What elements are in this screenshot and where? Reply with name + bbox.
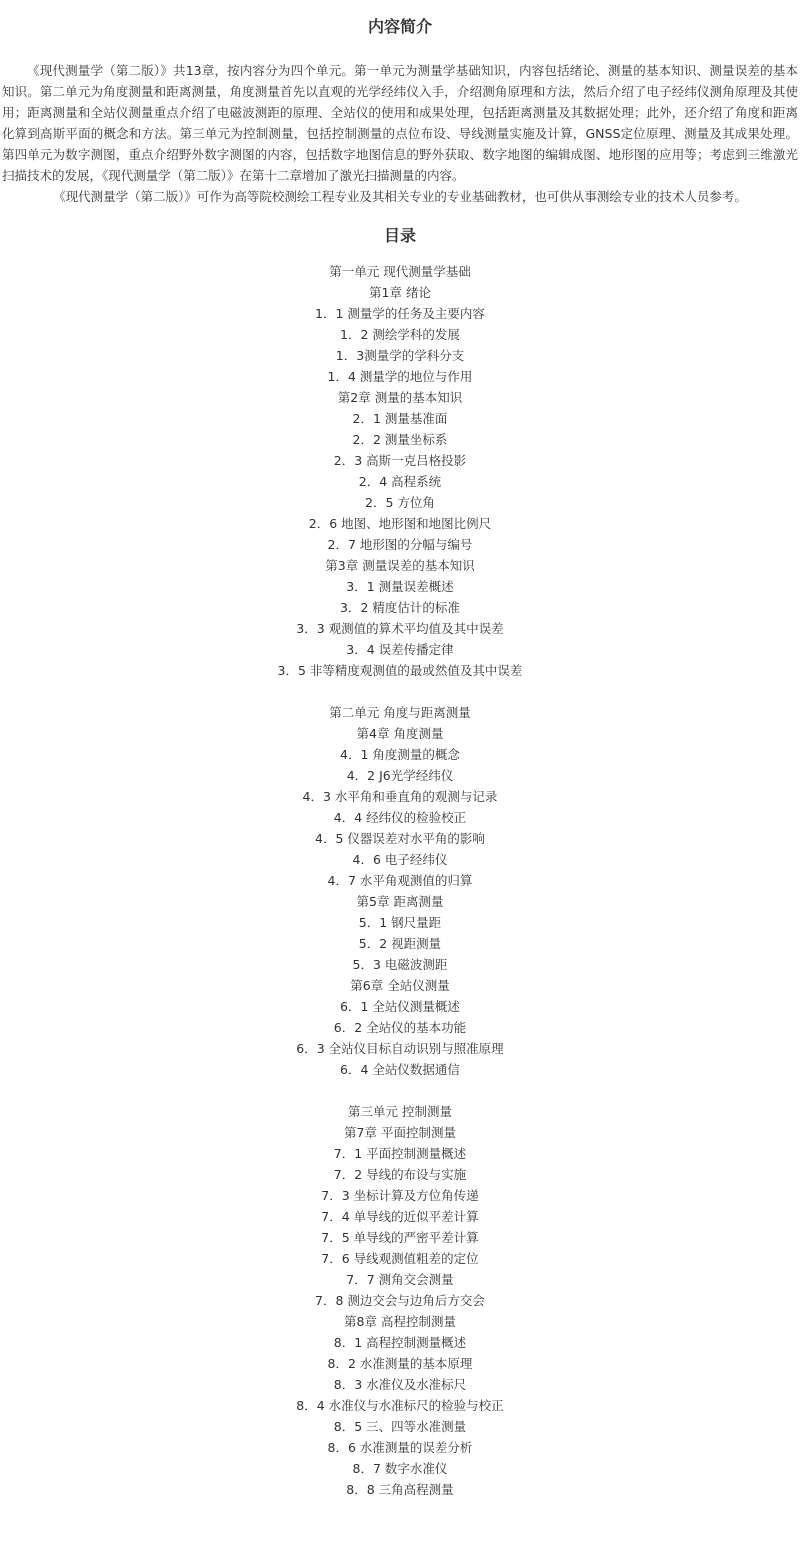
toc-entry: 第6章 全站仪测量 bbox=[350, 978, 450, 993]
intro-paragraph-1: 《现代测量学（第二版）》共13章，按内容分为四个单元。第一单元为测量学基础知识，内容包括绪论、测量的基本知识、测量误差的基本知识。第二单元为角度测量和距离测量，角度测量首先以直观的光学经纬仪入手，介绍测角原理和方法，然后介绍了电子经纬仪测角原理及其使用；距离测量和全站仪测量重点介绍了电磁波测距的原理、全站仪的使用和成果处理，包括距离测量及其数据处理；此外，还介绍了角度和距离化算到高斯平面的概念和方法。第三单元为控制测量，包括控制测量的点位布设、导线测量实施及计算，GNSS定位原理、测量及其成果处理。第四单元为数字测图，重点介绍野外数字测图的内容，包括数字地图信息的野外获取、数字地图的编辑成图、地形图的应用等；考虑到三维激光扫描技术的发展，《现代测量学（第二版）》在第十二章增加了激光扫描测量的内容。 bbox=[2, 63, 798, 183]
toc-entry: 4．4 经纬仪的检验校正 bbox=[333, 810, 467, 825]
toc-entry: 3．3 观测值的算术平均值及其中误差 bbox=[296, 621, 504, 636]
toc-entry: 6．1 全站仪测量概述 bbox=[340, 999, 460, 1014]
intro-paragraph-2: 《现代测量学（第二版）》可作为高等院校测绘工程专业及其相关专业的专业基础教材，也可供从事测绘专业的技术人员参考。 bbox=[53, 189, 747, 204]
toc-entry: 7．7 测角交会测量 bbox=[346, 1272, 454, 1287]
toc-entry: 第8章 高程控制测量 bbox=[344, 1314, 456, 1329]
toc-entry: 2．1 测量基准面 bbox=[352, 411, 448, 426]
toc-entry: 3．1 测量误差概述 bbox=[346, 579, 454, 594]
toc-entry: 8．4 水准仪与水准标尺的检验与校正 bbox=[296, 1398, 504, 1413]
toc-unit bbox=[0, 261, 800, 681]
toc-entry: 3．5 非等精度观测值的最或然值及其中误差 bbox=[277, 663, 523, 678]
toc-entry: 8．7 数字水准仪 bbox=[352, 1461, 448, 1476]
toc-entry: 第7章 平面控制测量 bbox=[344, 1125, 456, 1140]
toc-entry: 2．2 测量坐标系 bbox=[352, 432, 448, 447]
toc-entry: 第3章 测量误差的基本知识 bbox=[325, 558, 475, 573]
intro-title: 内容简介 bbox=[367, 17, 432, 36]
toc-entry: 7．3 坐标计算及方位角传递 bbox=[321, 1188, 479, 1203]
toc-entry: 1．2 测绘学科的发展 bbox=[340, 327, 460, 342]
toc-entry: 8．5 三、四等水准测量 bbox=[333, 1419, 467, 1434]
toc-unit bbox=[0, 702, 800, 1080]
toc-entry: 8．8 三角高程测量 bbox=[346, 1482, 454, 1497]
toc-entry: 1．3测量学的学科分支 bbox=[335, 348, 465, 363]
toc-unit-heading: 第二单元 角度与距离测量 bbox=[329, 705, 471, 720]
toc-entry: 4．5 仪器误差对水平角的影响 bbox=[315, 831, 485, 846]
toc-entry: 2．7 地形图的分幅与编号 bbox=[327, 537, 473, 552]
toc-entry: 第2章 测量的基本知识 bbox=[337, 390, 463, 405]
toc-entry: 6．4 全站仪数据通信 bbox=[340, 1062, 460, 1077]
toc-entry: 第4章 角度测量 bbox=[356, 726, 444, 741]
toc-entry: 1．4 测量学的地位与作用 bbox=[327, 369, 473, 384]
toc-entry: 第5章 距离测量 bbox=[356, 894, 444, 909]
toc-entry: 4．2 J6光学经纬仪 bbox=[346, 768, 454, 783]
toc-entry: 7．8 测边交会与边角后方交会 bbox=[315, 1293, 485, 1308]
toc-entry: 2．3 高斯一克吕格投影 bbox=[333, 453, 467, 468]
table-of-contents bbox=[0, 261, 800, 1500]
toc-entry: 2．5 方位角 bbox=[365, 495, 435, 510]
toc-title: 目录 bbox=[383, 226, 416, 245]
toc-entry: 3．2 精度估计的标准 bbox=[340, 600, 460, 615]
toc-unit-heading: 第一单元 现代测量学基础 bbox=[329, 264, 471, 279]
toc-entry: 5．3 电磁波测距 bbox=[352, 957, 448, 972]
toc-entry: 6．2 全站仪的基本功能 bbox=[333, 1020, 467, 1035]
toc-unit-heading: 第三单元 控制测量 bbox=[348, 1104, 452, 1119]
toc-entry: 7．4 单导线的近似平差计算 bbox=[321, 1209, 479, 1224]
toc-entry: 2．6 地图、地形图和地图比例尺 bbox=[308, 516, 492, 531]
toc-entry: 7．6 导线观测值粗差的定位 bbox=[321, 1251, 479, 1266]
toc-entry: 4．6 电子经纬仪 bbox=[352, 852, 448, 867]
toc-entry: 第1章 绪论 bbox=[369, 285, 431, 300]
toc-unit bbox=[0, 1101, 800, 1500]
toc-entry: 4．7 水平角观测值的归算 bbox=[327, 873, 473, 888]
intro-body bbox=[0, 60, 800, 207]
toc-entry: 8．3 水准仪及水准标尺 bbox=[333, 1377, 467, 1392]
toc-entry: 5．2 视距测量 bbox=[358, 936, 442, 951]
toc-entry: 7．1 平面控制测量概述 bbox=[333, 1146, 467, 1161]
toc-entry: 6．3 全站仪目标自动识别与照准原理 bbox=[296, 1041, 504, 1056]
toc-entry: 5．1 钢尺量距 bbox=[358, 915, 442, 930]
toc-entry: 4．1 角度测量的概念 bbox=[340, 747, 460, 762]
toc-entry: 2．4 高程系统 bbox=[358, 474, 442, 489]
toc-entry: 8．1 高程控制测量概述 bbox=[333, 1335, 467, 1350]
toc-entry: 3．4 误差传播定律 bbox=[346, 642, 454, 657]
toc-entry: 8．2 水准测量的基本原理 bbox=[327, 1356, 473, 1371]
toc-entry: 1．1 测量学的任务及主要内容 bbox=[315, 306, 485, 321]
toc-entry: 4．3 水平角和垂直角的观测与记录 bbox=[302, 789, 498, 804]
toc-entry: 8．6 水准测量的误差分析 bbox=[327, 1440, 473, 1455]
toc-entry: 7．2 导线的布设与实施 bbox=[333, 1167, 467, 1182]
toc-entry: 7．5 单导线的严密平差计算 bbox=[321, 1230, 479, 1245]
